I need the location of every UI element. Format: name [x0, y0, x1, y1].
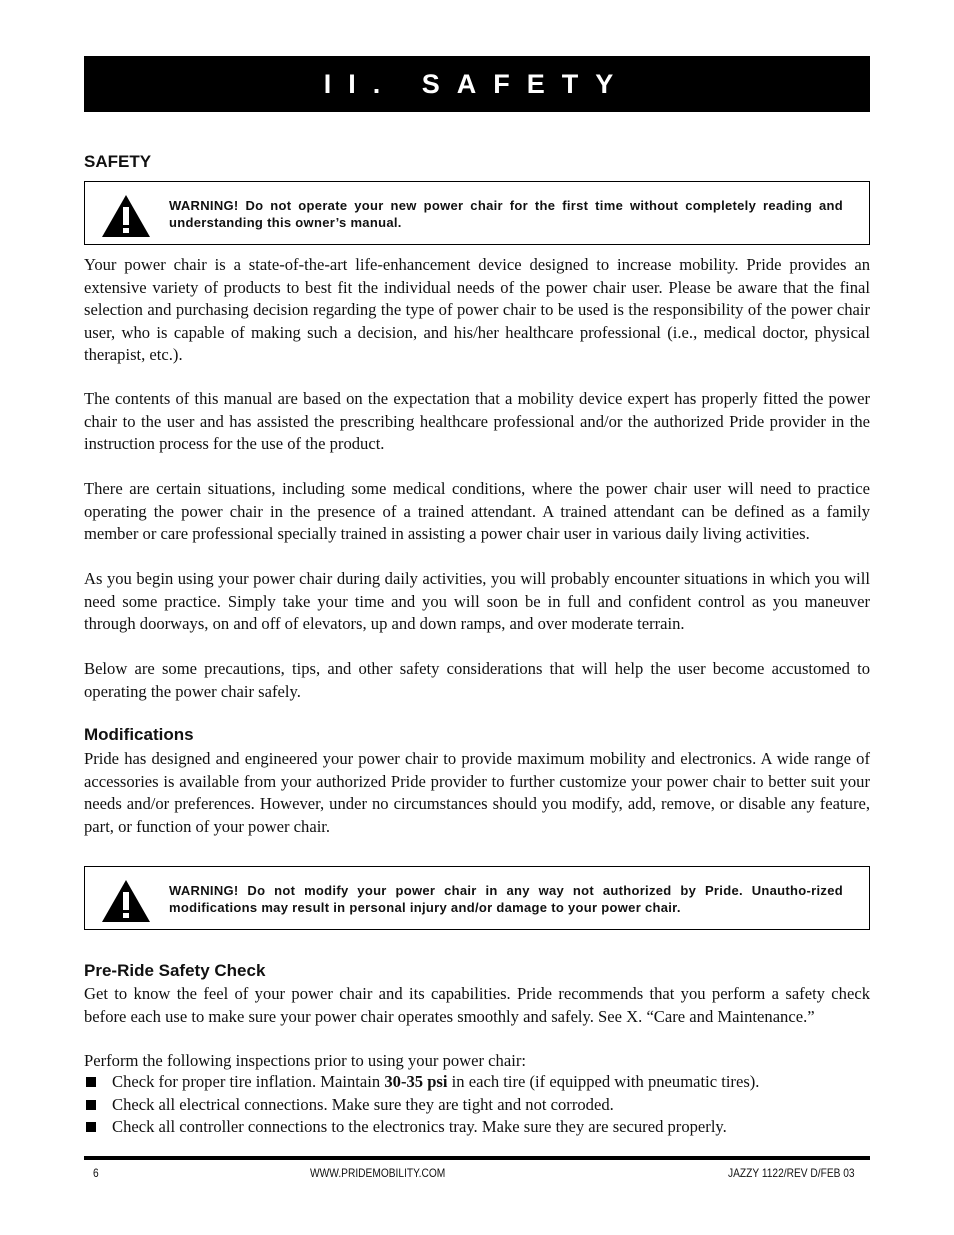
paragraph-manual-contents: The contents of this manual are based on the expectation that a mobility device expert has properly fitted the power chair to the user and has assisted the prescribing healthcare professional and/or the authorized Pride provider in the instruction process for the use of the product.: [84, 389, 870, 453]
section-title: II. SAFETY: [323, 68, 631, 99]
list-item: [84, 1094, 874, 1117]
paragraph-intro: Your power chair is a state-of-the-art life-enhancement device designed to increase mobility. Pride provides an extensive variety of products to best fit the individual needs of the power chair user. Please be aware that the final selection and purchasing decision regarding the type of power chair to be used is the responsibility of the power chair user, who is capable of making such a decision, and his/her healthcare professional (i.e., medical doctor, physical therapist, etc.).: [84, 255, 870, 364]
section-title-banner: [84, 56, 870, 112]
warning-box-2: [84, 866, 870, 930]
warning-text-1: WARNING! Do not operate your new power chair for the first time without completely reading and understanding this owner’s manual.: [169, 198, 843, 230]
warning-triangle-icon: [101, 194, 151, 238]
inspection-checklist: [84, 1071, 874, 1139]
check-text: Check all controller connections to the electronics tray. Make sure they are secured properly.: [112, 1117, 727, 1136]
paragraph-preride: Get to know the feel of your power chair and its capabilities. Pride recommends that you perform a safety check before each use to make sure your power chair operates smoothly and safely. See X. “Care and Maintenance.”: [84, 984, 870, 1026]
paragraph-inspections-intro: Perform the following inspections prior to using your power chair:: [84, 1051, 526, 1070]
preride-heading: Pre-Ride Safety Check: [84, 961, 266, 980]
page-number: 6: [93, 1166, 99, 1180]
check-text: Check all electrical connections. Make sure they are tight and not corroded.: [112, 1094, 614, 1114]
warning-text-2: WARNING! Do not modify your power chair in any way not authorized by Pride. Unautho-rized modifications may result in personal injury and/or damage to your power chair.: [169, 883, 843, 915]
check-text: in each tire (if equipped with pneumatic tires).: [447, 1072, 760, 1091]
paragraph-precautions: Below are some precautions, tips, and other safety considerations that will help the user become accustomed to operating the power chair safely.: [84, 659, 870, 701]
modifications-heading: Modifications: [84, 725, 194, 744]
square-bullet-icon: [86, 1077, 96, 1087]
list-item: [84, 1116, 874, 1139]
safety-heading: SAFETY: [84, 152, 152, 171]
paragraph-attendant: There are certain situations, including some medical conditions, where the power chair user will need to practice operating the power chair in the presence of a trained attendant. A trained attendant can be defined as a family member or care professional specially trained in assisting a power chair user in various daily living activities.: [84, 479, 870, 543]
footer-rule: [84, 1156, 870, 1160]
list-item: [84, 1071, 874, 1094]
square-bullet-icon: [86, 1100, 96, 1110]
square-bullet-icon: [86, 1122, 96, 1132]
warning-triangle-icon: [101, 879, 151, 923]
footer-doc-code: JAZZY 1122/REV D/FEB 03: [728, 1166, 855, 1180]
tire-pressure-value: 30-35 psi: [384, 1072, 448, 1091]
paragraph-practice: As you begin using your power chair during daily activities, you will probably encounter situations in which you will need some practice. Simply take your time and you will soon be in full and confident control as you maneuver through doorways, on and off of elevators, up and down ramps, and over moderate terrain.: [84, 569, 870, 633]
footer-website: WWW.PRIDEMOBILITY.COM: [310, 1166, 446, 1180]
warning-box-1: [84, 181, 870, 245]
check-text: Check for proper tire inflation. Maintain: [112, 1072, 385, 1091]
paragraph-modifications: Pride has designed and engineered your power chair to provide maximum mobility and electronics. A wide range of accessories is available from your authorized Pride provider to further customize your power chair to better suit your needs and/or preferences. However, under no circumstances should you modify, add, remove, or disable any feature, part, or function of your power chair.: [84, 749, 870, 836]
